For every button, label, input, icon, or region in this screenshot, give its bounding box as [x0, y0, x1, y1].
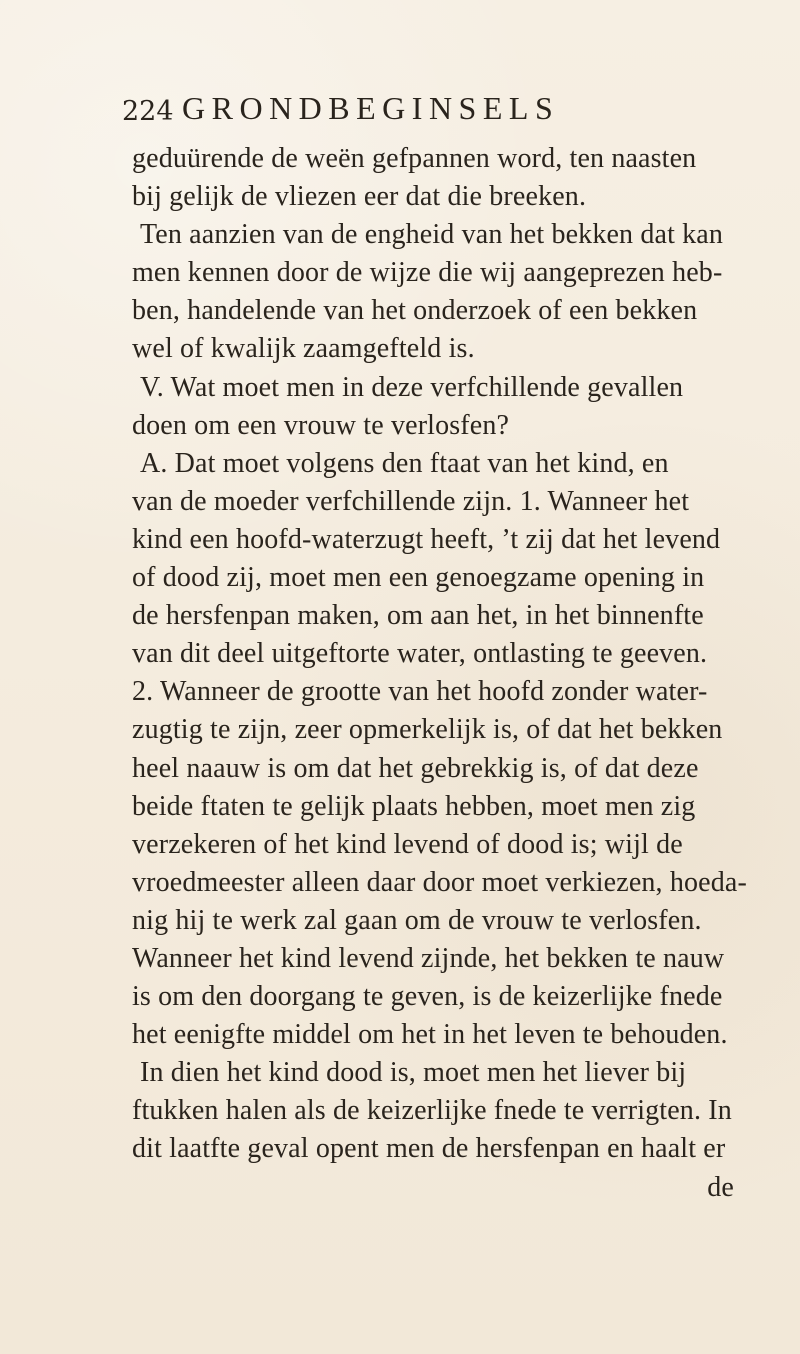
text-line-27: dit laatfte geval opent men de hersfenpan en haalt er [132, 1133, 726, 1165]
catchword: de [707, 1171, 734, 1203]
page-number: 224 [122, 96, 174, 127]
text-line-22: Wanneer het kind levend zijnde, het bekken te nauw [132, 942, 725, 974]
text-line-16: zugtig te zijn, zeer opmerkelijk is, of dat het bekken [132, 714, 723, 746]
text-line-24: het eenigfte middel om het in het leven te behouden. [132, 1019, 728, 1051]
page-header [122, 84, 642, 134]
text-line-20: vroedmeester alleen daar door moet verkiezen, hoeda- [132, 866, 747, 898]
text-line-15: 2. Wanneer de grootte van het hoofd zonder water- [132, 676, 708, 708]
text-line-1: geduürende de weën gefpannen word, ten naasten [132, 143, 697, 174]
text-line-2: bij gelijk de vliezen eer dat die breeken. [132, 181, 587, 213]
text-line-21: nig hij te werk zal gaan om de vrouw te verlosfen. [132, 904, 702, 936]
text-line-23: is om den doorgang te geven, is de keizerlijke fnede [132, 981, 723, 1013]
text-line-12: of dood zij, moet men een genoegzame opening in [132, 562, 705, 594]
body-text [132, 140, 747, 1207]
text-line-6: wel of kwalijk zaamgefteld is. [132, 333, 475, 365]
text-line-18: beide ftaten te gelijk plaats hebben, moet men zig [132, 790, 696, 822]
text-line-17: heel naauw is om dat het gebrekkig is, of dat deze [132, 752, 699, 784]
text-line-19: verzekeren of het kind levend of dood is; wijl de [132, 828, 683, 860]
text-line-3: Ten aanzien van de engheid van het bekken dat kan [140, 219, 724, 251]
text-line-5: ben, handelende van het onderzoek of een bekken [132, 295, 698, 327]
text-line-14: van dit deel uitgeftorte water, ontlasting te geeven. [132, 638, 708, 670]
text-line-4: men kennen door de wijze die wij aangeprezen heb- [132, 257, 723, 289]
text-line-13: de hersfenpan maken, om aan het, in het binnenfte [132, 600, 704, 632]
text-line-25: In dien het kind dood is, moet men het liever bij [140, 1057, 687, 1089]
text-line-11: kind een hoofd-waterzugt heeft, ’t zij dat het levend [132, 523, 721, 555]
text-line-8: doen om een vrouw te verlosfen? [132, 409, 510, 441]
running-head: GRONDBEGINSELS [182, 90, 560, 126]
text-line-26: ftukken halen als de keizerlijke fnede te verrigten. In [132, 1095, 732, 1127]
text-line-7: V. Wat moet men in deze verfchillende gevallen [140, 371, 684, 403]
text-line-9: A. Dat moet volgens den ftaat van het kind, en [140, 447, 669, 479]
text-line-10: van de moeder verfchillende zijn. 1. Wanneer het [132, 485, 690, 517]
